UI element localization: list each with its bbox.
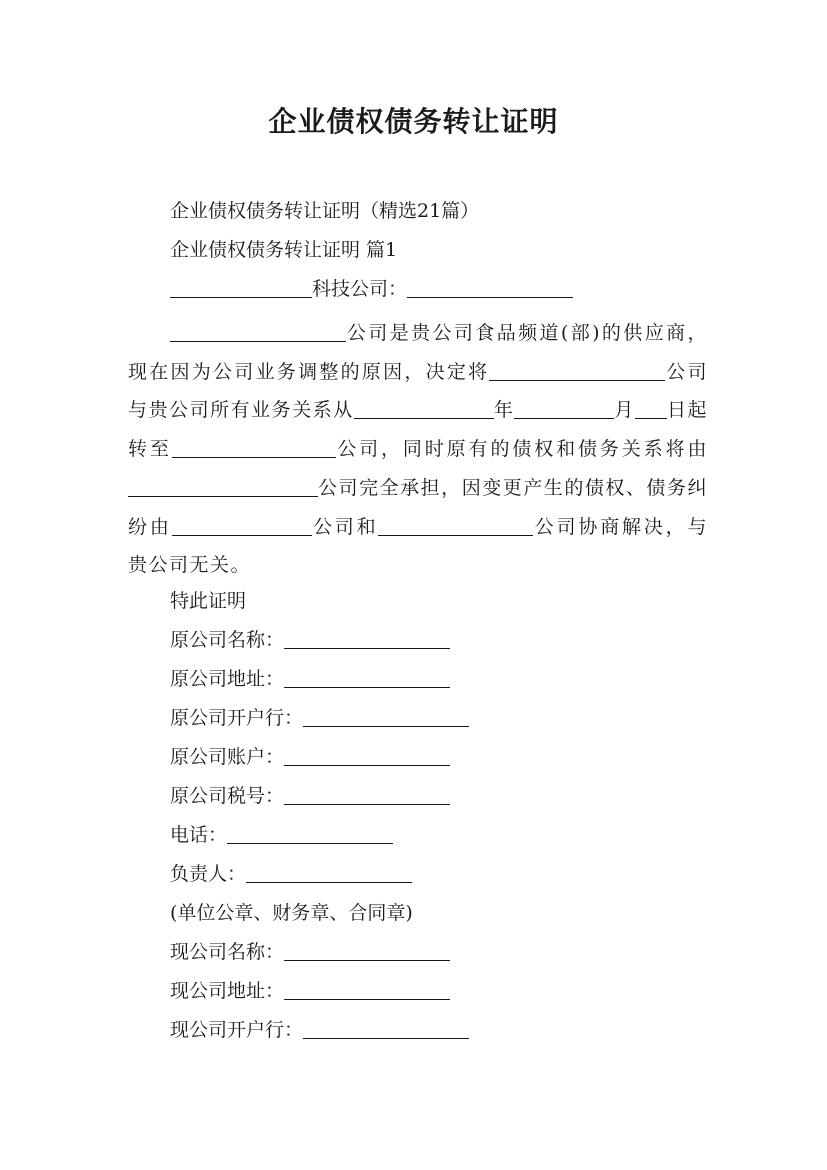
field-label: 原公司开户行： (170, 707, 304, 729)
body-text-4: 月 (614, 399, 635, 422)
body-text-2: 公司与贵公司所有业务关系从 (128, 360, 708, 422)
field-label: 负责人： (170, 863, 247, 885)
field-person-in-charge (170, 862, 412, 886)
body-text-1: 公司是贵公司食品频道(部)的供应商，现在因为公司业务调整的原因，决定将 (128, 322, 708, 383)
salutation-suffix: 科技公司： (312, 278, 408, 300)
blank-new-company (172, 437, 336, 458)
blank-day (635, 398, 667, 419)
body-text-5: 日起转至 (128, 399, 708, 461)
body-text-6: 公司，同时原有的债权和债务关系将由 (335, 438, 708, 461)
document-subtitle: 企业债权债务转让证明（精选21篇） (170, 200, 480, 222)
field-new-company-bank (170, 1018, 469, 1042)
field-label: 原公司名称： (170, 629, 285, 651)
field-label: 原公司账户： (170, 746, 285, 768)
field-original-company-tax-id (170, 784, 450, 808)
blank-year (354, 398, 494, 419)
blank-supplier (170, 321, 346, 342)
field-label: 原公司地址： (170, 668, 285, 690)
body-text-8: 公司和 (311, 515, 379, 538)
field-new-company-address (170, 979, 450, 1003)
field-label: 现公司名称： (170, 941, 285, 963)
salutation-line (170, 277, 573, 301)
blank-bearing-company (128, 476, 318, 497)
field-original-company-address (170, 667, 450, 691)
field-blank (284, 979, 450, 1000)
body-text-7: 公司完全承担，因变更产生的债权、债务纠纷由 (128, 476, 708, 538)
blank-original-company (489, 360, 665, 381)
field-blank (227, 823, 393, 844)
field-blank (284, 667, 450, 688)
field-label: 现公司开户行： (170, 1019, 304, 1041)
recipient-blank (170, 277, 312, 298)
blank-company-a (172, 515, 312, 536)
field-new-company-name (170, 940, 450, 964)
field-blank (246, 862, 412, 883)
field-blank (284, 628, 450, 649)
body-text-9: 公司协商解决，与贵公司无关。 (128, 515, 708, 577)
blank-company-b (378, 515, 533, 536)
field-blank (303, 1018, 469, 1039)
field-original-company-account (170, 745, 450, 769)
field-blank (284, 745, 450, 766)
field-blank (303, 706, 469, 727)
field-label: 电话： (170, 824, 228, 846)
field-original-company-name (170, 628, 450, 652)
blank-month (514, 398, 614, 419)
salutation-blank (407, 277, 573, 298)
seal-note: (单位公章、财务章、合同章) (170, 902, 413, 924)
field-label: 原公司税号： (170, 785, 285, 807)
field-original-company-bank (170, 706, 469, 730)
article-heading: 企业债权债务转让证明 篇1 (170, 239, 398, 261)
closing-line: 特此证明 (170, 590, 247, 612)
field-blank (284, 784, 450, 805)
body-text-3: 年 (493, 399, 515, 422)
document-title: 企业债权债务转让证明 (268, 105, 559, 138)
field-label: 现公司地址： (170, 980, 285, 1002)
field-phone (170, 823, 393, 847)
body-paragraph (128, 314, 708, 585)
field-blank (284, 940, 450, 961)
